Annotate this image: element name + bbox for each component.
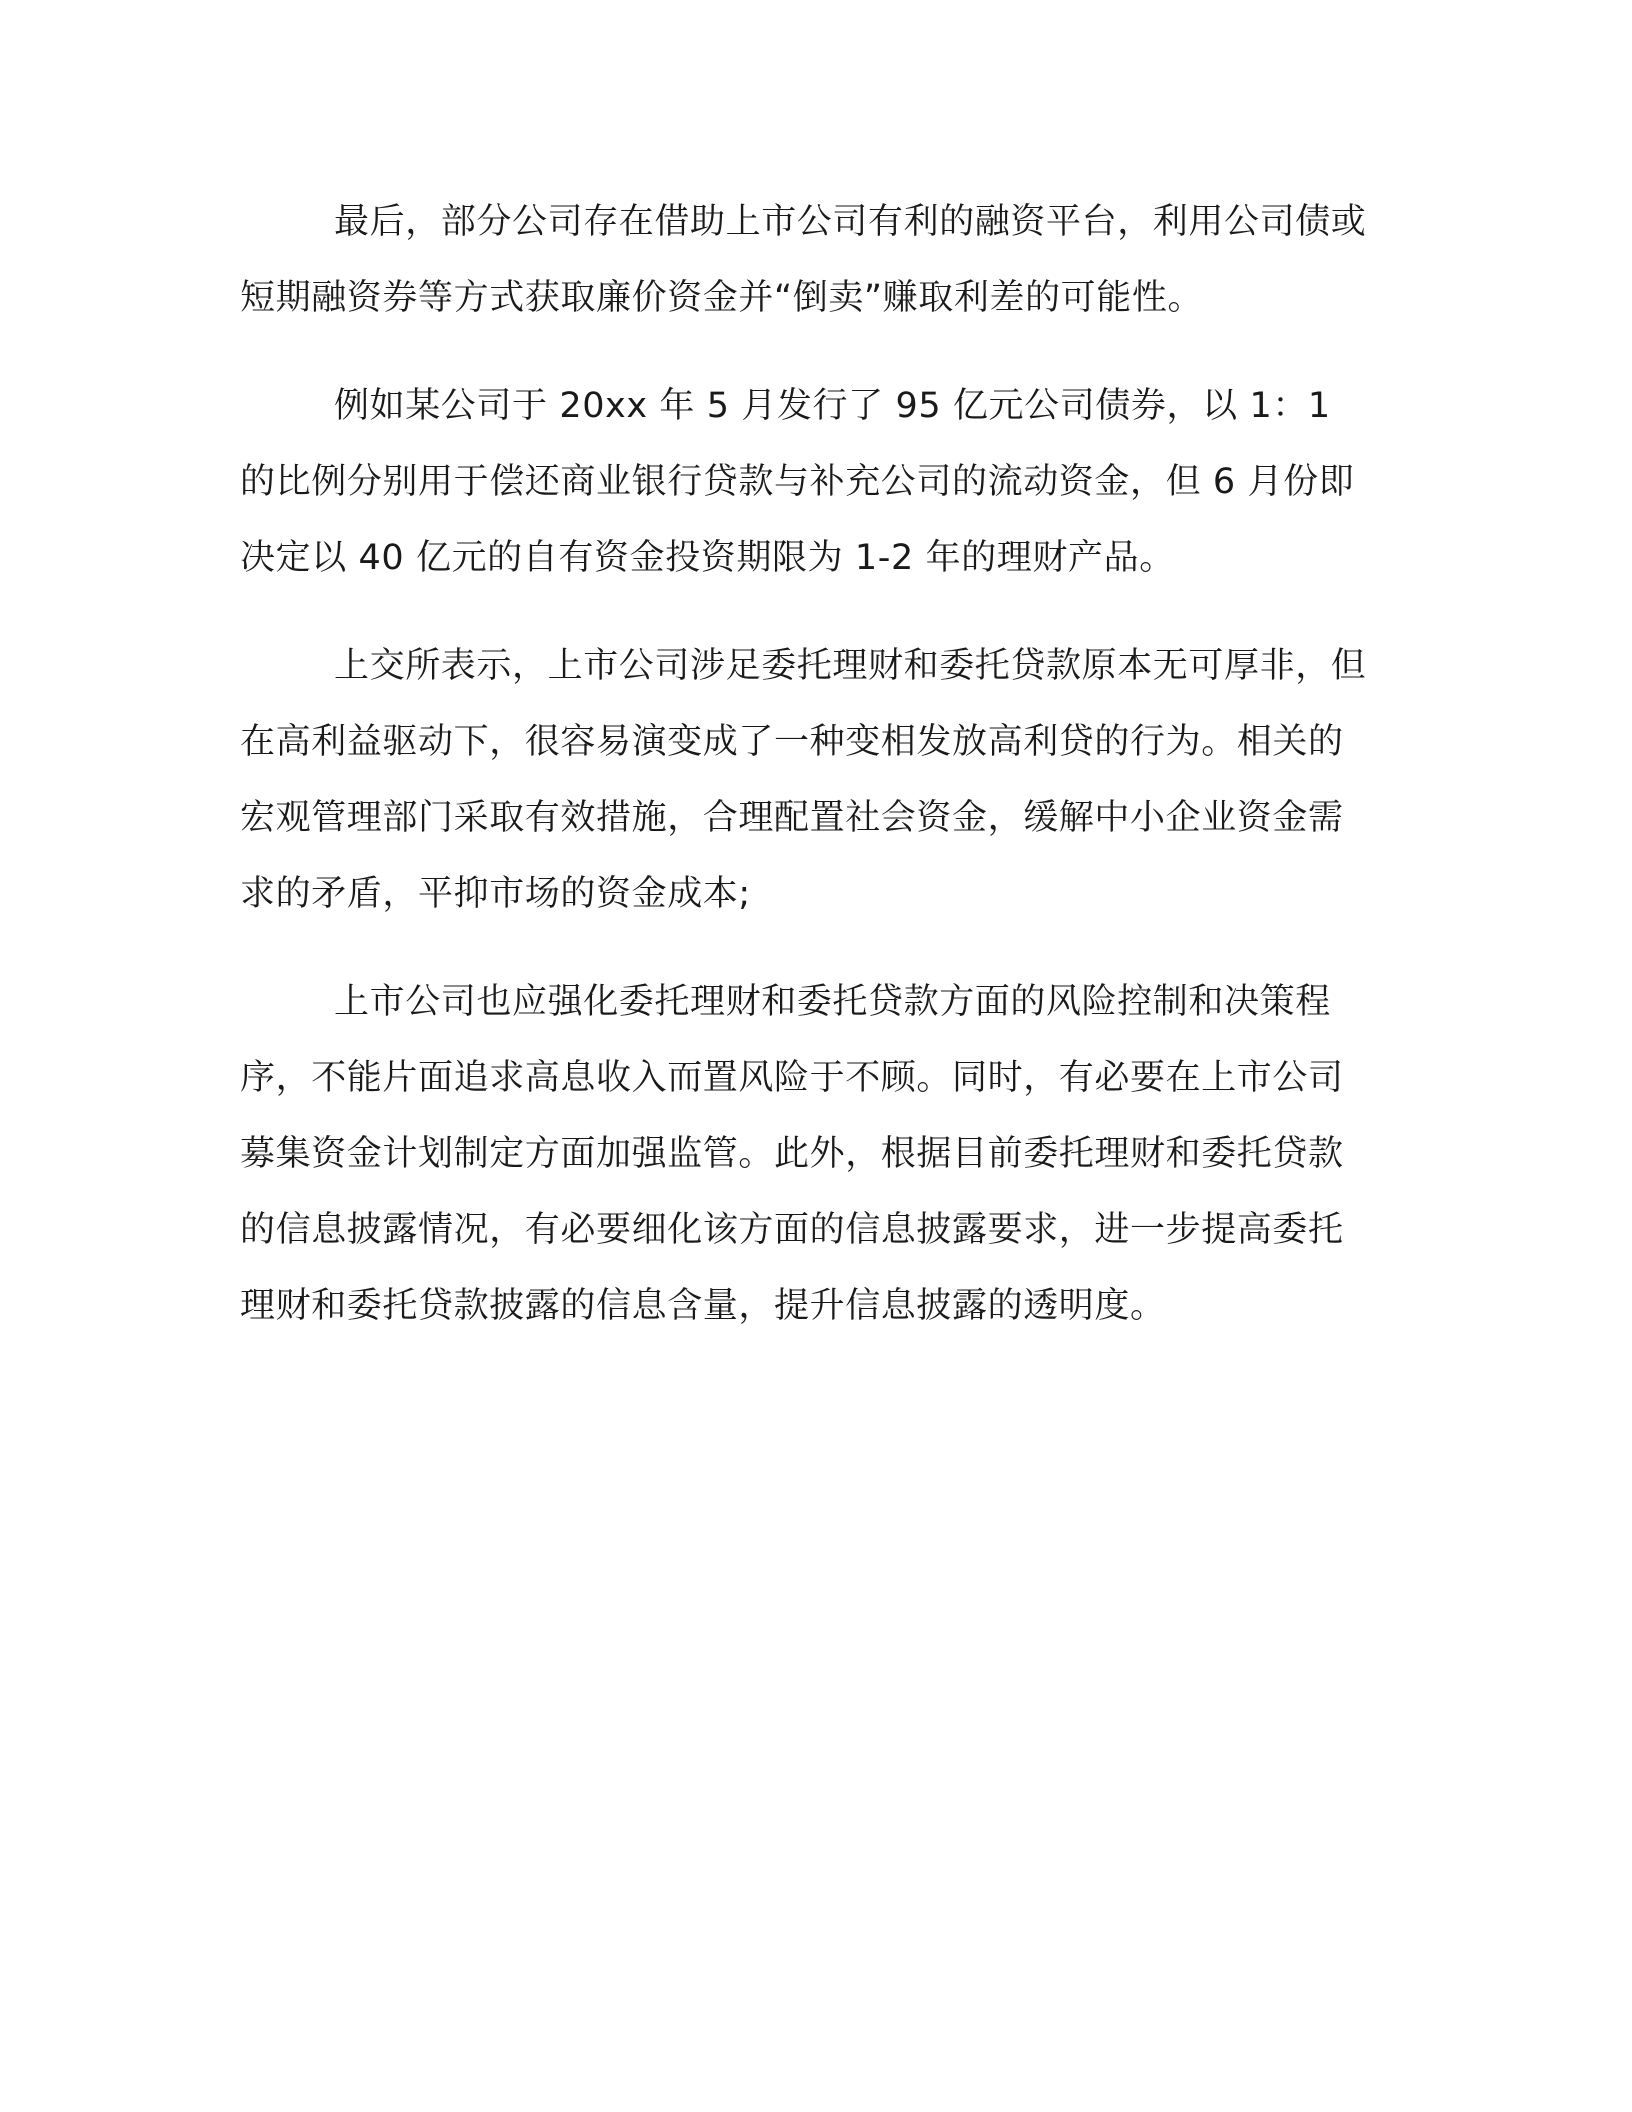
paragraph-exchange-statement: 上交所表示，上市公司涉足委托理财和委托贷款原本无可厚非，但在高利益驱动下，很容易演变成了一种变相发放高利贷的行为。相关的宏观管理部门采取有效措施，合理配置社会资金，缓解中小企业资金需求的矛盾，平抑市场的资金成本; [240, 646, 1367, 914]
paragraph-risk-control: 上市公司也应强化委托理财和委托贷款方面的风险控制和决策程序，不能片面追求高息收入而置风险于不顾。同时，有必要在上市公司募集资金计划制定方面加强监管。此外，根据目前委托理财和委托贷款的信息披露情况，有必要细化该方面的信息披露要求，进一步提高委托理财和委托贷款披露的信息含量，提升信息披露的透明度。 [240, 982, 1344, 1326]
document-body [240, 184, 1375, 1376]
paragraph-financing-arbitrage: 最后，部分公司存在借助上市公司有利的融资平台，利用公司债或短期融资券等方式获取廉价资金并“倒卖”赚取利差的可能性。 [240, 202, 1367, 318]
paragraph-bond-example: 例如某公司于 20xx 年 5 月发行了 95 亿元公司债券，以 1：1 的比例分别用于偿还商业银行贷款与补充公司的流动资金，但 6 月份即决定以 40 亿元的自有资金投资期限为 1-2 年的理财产品。 [240, 386, 1355, 578]
